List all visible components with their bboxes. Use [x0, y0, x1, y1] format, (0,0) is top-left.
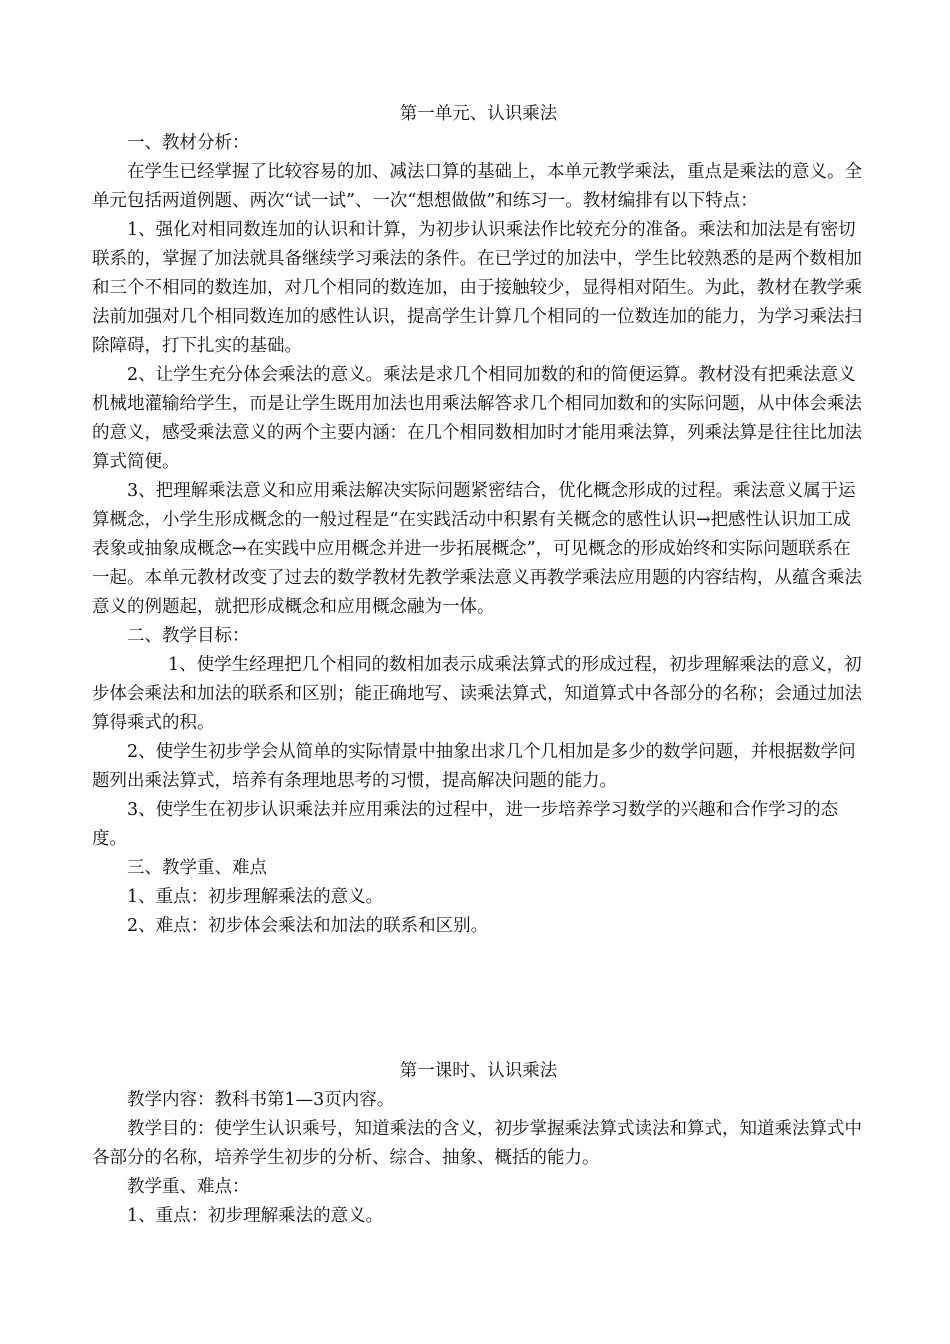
analysis-heading: 一、教材分析： [127, 133, 250, 153]
keypoints-heading: 三、教学重、难点 [127, 858, 267, 878]
lesson-title: 第一课时、认识乘法 [399, 1061, 558, 1081]
analysis-point-1: 1、强化对相同数连加的认识和计算，为初步认识乘法作比较充分的准备。乘法和加法是有密切联系的，掌握了加法就具备继续学习乘法的条件。在已学过的加法中，学生比较熟悉的是两个数相加和三个不相同的数连加，对几个相同的数连加，由于接触较少，显得相对陌生。为此，教材在教学乘法前加强对几个相同数连加的感性认识，提高学生计算几个相同的一位数连加的能力，为学习乘法扫除障碍，打下扎实的基础。 [92, 220, 862, 356]
analysis-point-3: 3、把理解乘法意义和应用乘法解决实际问题紧密结合，优化概念形成的过程。乘法意义属于运算概念，小学生形成概念的一般过程是“在实践活动中积累有关概念的感性认识→把感性认识加工成表象或抽象成概念→在实践中应用概念并进一步拓展概念”，可见概念的形成始终和实际问题联系在一起。本单元教材改变了过去的数学教材先教学乘法意义再教学乘法应用题的内容结构，从蕴含乘法意义的例题起，就把形成概念和应用概念融为一体。 [92, 481, 862, 617]
lesson-content: 教学内容：教科书第1—3页内容。 [127, 1090, 395, 1110]
section-spacer [92, 941, 865, 1057]
goal-3: 3、使学生在初步认识乘法并应用乘法的过程中，进一步培养学习数学的兴趣和合作学习的态度。 [92, 800, 839, 849]
lesson-keypoints-heading: 教学重、难点： [127, 1177, 250, 1197]
unit-title: 第一单元、认识乘法 [399, 104, 558, 124]
lesson-objective: 教学目的：使学生认识乘号，知道乘法的含义，初步掌握乘法算式读法和算式，知道乘法算式中各部分的名称，培养学生初步的分析、综合、抽象、概括的能力。 [92, 1119, 862, 1168]
goal-1: 1、使学生经理把几个相同的数相加表示成乘法算式的形成过程，初步理解乘法的意义，初步体会乘法和加法的联系和区别；能正确地写、读乘法算式，知道算式中各部分的名称；会通过加法算得乘式的积。 [92, 655, 862, 733]
keypoint-1: 1、重点：初步理解乘法的意义。 [127, 887, 384, 907]
goals-heading: 二、教学目标： [127, 626, 250, 646]
analysis-point-2: 2、让学生充分体会乘法的意义。乘法是求几个相同加数的和的简便运算。教材没有把乘法意义机械地灌输给学生，而是让学生既用加法也用乘法解答求几个相同加数和的实际问题，从中体会乘法的意义，感受乘法意义的两个主要内涵：在几个相同数相加时才能用乘法算，列乘法算是往往比加法算式简便。 [92, 365, 862, 472]
analysis-intro: 在学生已经掌握了比较容易的加、减法口算的基础上，本单元教学乘法，重点是乘法的意义。全单元包括两道例题、两次“试一试”、一次“想想做做”和练习一。教材编排有以下特点： [92, 162, 862, 211]
keypoint-2: 2、难点：初步体会乘法和加法的联系和区别。 [127, 916, 489, 936]
goal-2: 2、使学生初步学会从简单的实际情景中抽象出求几个几相加是多少的数学问题，并根据数学问题列出乘法算式，培养有条理地思考的习惯，提高解决问题的能力。 [92, 742, 856, 791]
lesson-keypoint-1: 1、重点：初步理解乘法的意义。 [127, 1206, 384, 1226]
